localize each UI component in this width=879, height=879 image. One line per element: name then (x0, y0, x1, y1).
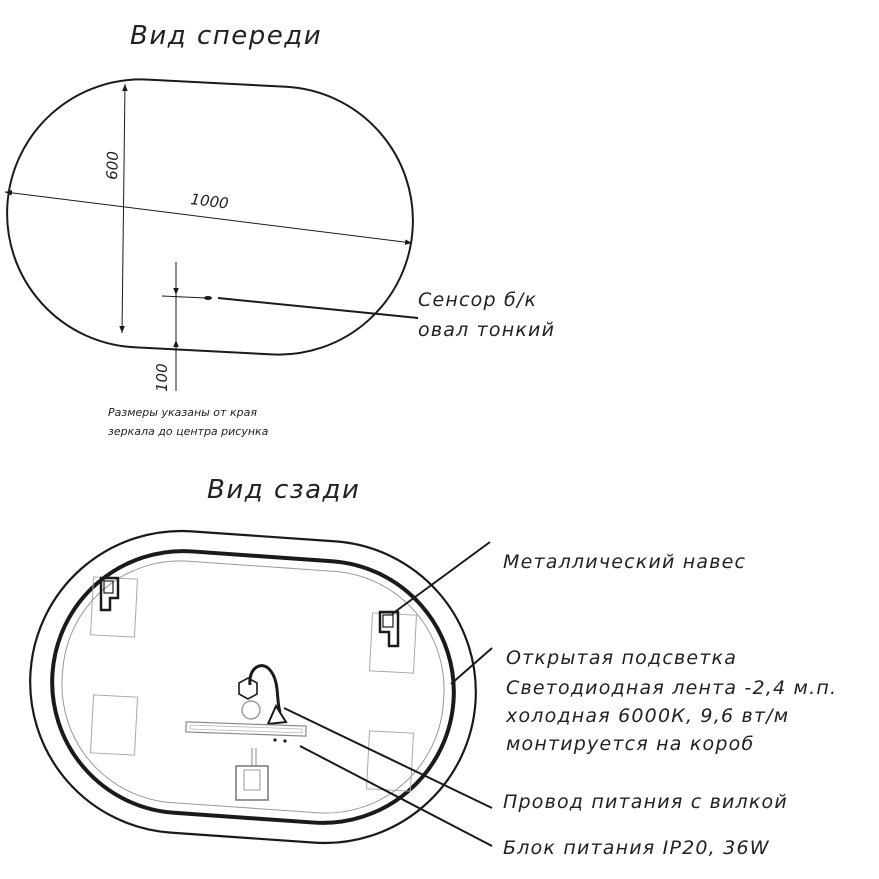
sensor-label-line2: овал тонкий (418, 319, 556, 341)
pad-top-left (91, 577, 138, 637)
sensor-label-line1: Сенсор б/к (418, 289, 538, 311)
pad-bottom-right (367, 731, 414, 791)
mirror-outline-back (20, 521, 486, 853)
dimension-note-line2: зеркала до центра рисунка (108, 425, 269, 438)
sensor-icon (204, 296, 212, 300)
width-dimension-label: 1000 (189, 190, 230, 213)
pad-bottom-left (91, 695, 138, 755)
light-label-line1: Открытая подсветка (506, 647, 738, 669)
front-view-title: Вид спереди (130, 21, 323, 51)
dimension-note-line1: Размеры указаны от края (108, 406, 257, 419)
cord-label: Провод питания с вилкой (503, 791, 788, 813)
metal-hanger-right (380, 612, 398, 646)
sensor-center-line (162, 296, 206, 298)
sensor-leader-line (218, 298, 418, 318)
hanger-leader-line (392, 542, 490, 614)
back-view (20, 475, 837, 859)
height-dimension-line (122, 84, 125, 333)
psu-label: Блок питания IP20, 36W (503, 837, 770, 859)
mirror-outline-front (0, 73, 419, 362)
mounting-box (54, 553, 452, 821)
back-view-title: Вид сзади (207, 475, 361, 505)
power-supply-icon (186, 722, 306, 743)
sensor-dimension-label: 100 (153, 363, 171, 392)
light-label-line3: холодная 6000К, 9,6 вт/м (506, 705, 790, 727)
socket-box-icon (236, 748, 268, 800)
light-label-line4: монтируется на короб (506, 733, 755, 755)
front-view (0, 21, 555, 438)
hanger-label: Металлический навес (503, 551, 747, 573)
led-strip (43, 542, 462, 831)
metal-hanger-left (101, 578, 118, 610)
height-dimension-label: 600 (103, 150, 122, 181)
light-label-line2: Светодиодная лента -2,4 м.п. (506, 677, 838, 699)
power-cord-icon (239, 666, 286, 724)
